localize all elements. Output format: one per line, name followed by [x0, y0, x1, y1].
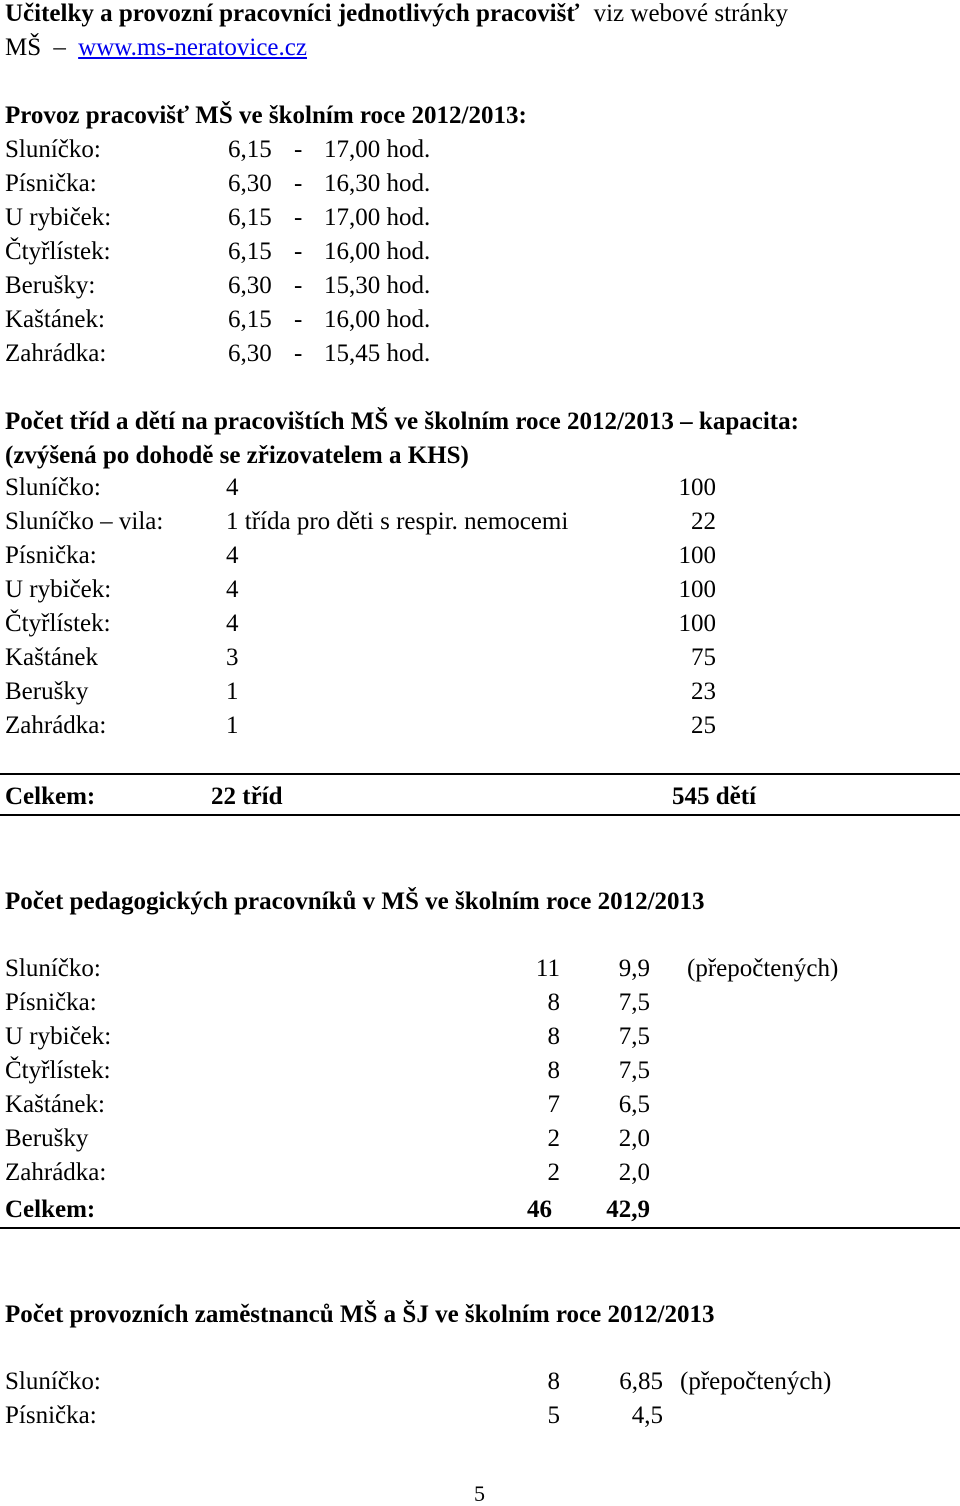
hours-row-to: 16,00 hod. — [324, 238, 431, 265]
staff-heading: Počet provozních zaměstnanců MŠ a ŠJ ve školním roce 2012/2013 — [5, 1301, 715, 1328]
staff-row-note: (přepočtených) — [680, 1368, 832, 1395]
hours-row-to: 16,30 hod. — [324, 170, 431, 197]
class-row-capacity: 75 — [691, 644, 716, 671]
hours-row-to: 16,00 hod. — [324, 306, 431, 333]
class-row-capacity: 100 — [678, 610, 716, 637]
class-row-name: Zahrádka: — [5, 712, 107, 739]
teacher-row-name: Zahrádka: — [5, 1159, 107, 1186]
hours-row-name: Čtyřlístek: — [5, 238, 111, 265]
teacher-row-note: (přepočtených) — [687, 955, 839, 982]
teacher-row-name: Berušky — [5, 1125, 89, 1152]
teacher-row-fte: 2,0 — [618, 1125, 650, 1152]
intro-prefix: MŠ — [5, 34, 42, 61]
intro-line-1 — [5, 0, 788, 31]
divider-top — [0, 773, 960, 775]
page-number: 5 — [474, 1481, 485, 1506]
class-row-count: 1 — [226, 678, 239, 705]
teacher-row-count: 2 — [547, 1159, 560, 1186]
teacher-row-fte: 6,5 — [618, 1091, 650, 1118]
hours-row-sep: - — [294, 272, 303, 299]
website-link[interactable]: www.ms-neratovice.cz — [78, 34, 307, 61]
divider-teachers — [0, 1227, 960, 1229]
class-row-capacity: 22 — [691, 508, 716, 535]
hours-row-sep: - — [294, 136, 303, 163]
teacher-row-count: 11 — [535, 955, 560, 982]
staff-row-name: Písnička: — [5, 1402, 97, 1429]
hours-row-sep: - — [294, 306, 303, 333]
teacher-row-count: 8 — [547, 989, 560, 1016]
class-row-count: 3 — [226, 644, 239, 671]
class-row-name: Sluníčko: — [5, 474, 101, 501]
intro-text: viz webové stránky — [593, 0, 788, 27]
class-row-name: Písnička: — [5, 542, 97, 569]
class-row-capacity: 23 — [691, 678, 716, 705]
class-row-name: Kaštánek — [5, 644, 99, 671]
hours-row-name: Zahrádka: — [5, 340, 107, 367]
teacher-row-fte: 7,5 — [618, 1023, 650, 1050]
teacher-row-fte: 7,5 — [618, 1057, 650, 1084]
staff-row-fte: 4,5 — [631, 1402, 663, 1429]
intro-heading: Učitelky a provozní pracovníci jednotlivých pracovišť — [5, 0, 580, 27]
hours-row-from: 6,15 — [228, 204, 272, 231]
hours-row-to: 17,00 hod. — [324, 136, 431, 163]
hours-row-to: 15,45 hod. — [324, 340, 431, 367]
class-row-name: Berušky — [5, 678, 89, 705]
teacher-row-count: 8 — [547, 1057, 560, 1084]
classes-heading-2: (zvýšená po dohodě se zřizovatelem a KHS) — [5, 442, 469, 469]
class-row-capacity: 100 — [678, 542, 716, 569]
hours-row-to: 15,30 hod. — [324, 272, 431, 299]
staff-row-count: 5 — [547, 1402, 560, 1429]
hours-row-from: 6,15 — [228, 136, 272, 163]
class-row-name: Sluníčko – vila: — [5, 508, 164, 535]
teacher-row-name: Písnička: — [5, 989, 97, 1016]
staff-row-name: Sluníčko: — [5, 1368, 101, 1395]
staff-row-fte: 6,85 — [619, 1368, 663, 1395]
class-row-count: 1 třída pro děti s respir. nemocemi — [226, 508, 569, 535]
intro-line-2: MŠ – www.ms-neratovice.cz — [5, 34, 307, 61]
hours-row-to: 17,00 hod. — [324, 204, 431, 231]
hours-row-name: Sluníčko: — [5, 136, 101, 163]
teacher-row-fte: 9,9 — [618, 955, 650, 982]
class-row-count: 4 — [226, 542, 239, 569]
teachers-total-label: Celkem: — [5, 1196, 96, 1223]
classes-total-count: 22 tříd — [211, 783, 283, 810]
class-row-count: 4 — [226, 610, 239, 637]
class-row-capacity: 25 — [691, 712, 716, 739]
teacher-row-fte: 7,5 — [618, 989, 650, 1016]
hours-row-name: Berušky: — [5, 272, 96, 299]
hours-row-name: U rybiček: — [5, 204, 112, 231]
teachers-total-fte: 42,9 — [606, 1196, 650, 1223]
class-row-name: Čtyřlístek: — [5, 610, 111, 637]
hours-row-sep: - — [294, 238, 303, 265]
classes-heading-1: Počet tříd a dětí na pracovištích MŠ ve školním roce 2012/2013 – kapacita: — [5, 408, 799, 435]
hours-row-from: 6,30 — [228, 272, 272, 299]
teacher-row-count: 2 — [547, 1125, 560, 1152]
teacher-row-count: 8 — [547, 1023, 560, 1050]
hours-row-sep: - — [294, 340, 303, 367]
class-row-name: U rybiček: — [5, 576, 112, 603]
teacher-row-count: 7 — [547, 1091, 560, 1118]
class-row-count: 4 — [226, 576, 239, 603]
classes-total-label: Celkem: — [5, 783, 96, 810]
teachers-total-count: 46 — [527, 1196, 552, 1223]
classes-total-children: 545 dětí — [672, 783, 757, 810]
hours-row-from: 6,30 — [228, 340, 272, 367]
hours-row-from: 6,15 — [228, 238, 272, 265]
staff-row-count: 8 — [547, 1368, 560, 1395]
teacher-row-name: U rybiček: — [5, 1023, 112, 1050]
hours-row-from: 6,30 — [228, 170, 272, 197]
hours-row-sep: - — [294, 170, 303, 197]
class-row-count: 4 — [226, 474, 239, 501]
class-row-count: 1 — [226, 712, 239, 739]
teacher-row-name: Sluníčko: — [5, 955, 101, 982]
class-row-capacity: 100 — [678, 576, 716, 603]
teachers-heading: Počet pedagogických pracovníků v MŠ ve školním roce 2012/2013 — [5, 888, 705, 915]
hours-row-name: Kaštánek: — [5, 306, 105, 333]
hours-row-sep: - — [294, 204, 303, 231]
hours-row-from: 6,15 — [228, 306, 272, 333]
class-row-capacity: 100 — [678, 474, 716, 501]
teacher-row-name: Čtyřlístek: — [5, 1057, 111, 1084]
teacher-row-fte: 2,0 — [618, 1159, 650, 1186]
teacher-row-name: Kaštánek: — [5, 1091, 105, 1118]
divider-bottom — [0, 814, 960, 816]
hours-row-name: Písnička: — [5, 170, 97, 197]
hours-heading: Provoz pracovišť MŠ ve školním roce 2012/2013: — [5, 102, 527, 129]
